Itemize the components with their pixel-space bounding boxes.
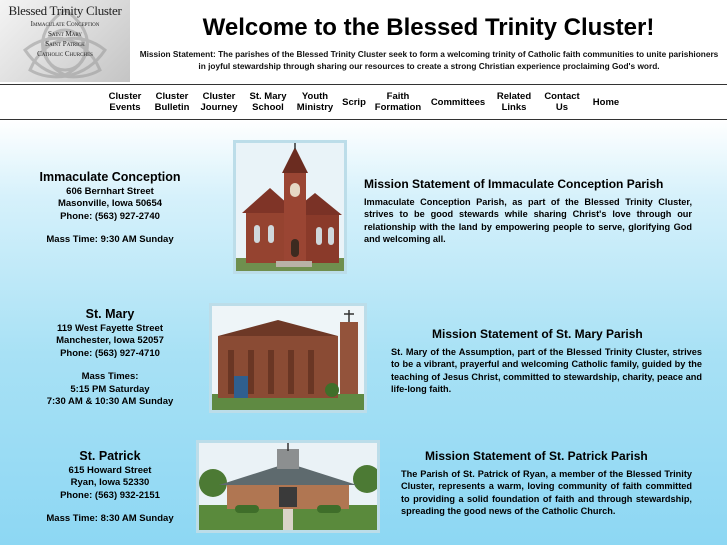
parish-city: Masonville, Iowa 50654: [57, 198, 163, 210]
parish-info-immaculate-conception: [22, 170, 198, 247]
nav-home[interactable]: Home: [592, 96, 620, 108]
mass-time-saturday: 5:15 PM Saturday: [70, 383, 150, 395]
parish-phone: Phone: (563) 927-4710: [60, 347, 160, 359]
nav-related-links[interactable]: Related Links: [496, 91, 532, 113]
logo-line-mary: Saint Mary: [47, 30, 83, 38]
church-photo-immaculate-conception: [233, 140, 347, 274]
nav-youth-ministry[interactable]: Youth Ministry: [296, 91, 334, 113]
mission-title-immaculate-conception: Mission Statement of Immaculate Conception Parish: [364, 177, 664, 191]
mass-time-sunday: 7:30 AM & 10:30 AM Sunday: [46, 396, 174, 408]
parish-city: Ryan, Iowa 52330: [70, 477, 150, 489]
cluster-mission-statement: Mission Statement: The parishes of the Blessed Trinity Cluster seek to form a welcoming trinity of Catholic faith communities to unite parishioners in joyful stewardship through sharing our resources to create a strong Christian experience proclaiming God's word.: [139, 49, 719, 71]
parish-address: 606 Bernhart Street: [66, 186, 154, 197]
mass-time: Mass Time: 8:30 AM Sunday: [46, 513, 174, 525]
logo-title: Blessed Trinity Cluster: [8, 3, 122, 18]
page-title: Welcome to the Blessed Trinity Cluster!: [202, 14, 655, 41]
church-photo-st-patrick: [196, 440, 380, 533]
church-photo-st-mary: [209, 303, 367, 413]
mass-times-label: Mass Times:: [81, 371, 139, 383]
parish-phone: Phone: (563) 927-2740: [60, 210, 160, 222]
site-logo[interactable]: [0, 0, 130, 82]
parish-name: Immaculate Conception: [39, 170, 181, 184]
mission-text-st-mary: St. Mary of the Assumption, part of the Blessed Trinity Cluster, strives to be a vibrant, prayerful and welcoming Catholic family, guided by the teaching of Jesus Christ, committed to stewardship, charity, peace and life-long faith.: [391, 347, 702, 395]
mission-text-immaculate-conception: Immaculate Conception Parish, as part of the Blessed Trinity Cluster, strives to be good stewards while sharing Christ's love through our relationship with the land by empowering people to serve, glorifying God and welcoming all.: [364, 197, 692, 245]
mission-title-st-mary: Mission Statement of St. Mary Parish: [432, 327, 643, 341]
main-nav: [0, 84, 727, 120]
parish-address: 615 Howard Street: [68, 465, 152, 476]
nav-scrip[interactable]: Scrip: [342, 96, 366, 108]
nav-cluster-journey[interactable]: Cluster Journey: [200, 91, 238, 113]
parish-info-st-patrick: [22, 449, 198, 526]
nav-cluster-events[interactable]: Cluster Events: [108, 91, 142, 113]
mission-title-st-patrick: Mission Statement of St. Patrick Parish: [425, 449, 648, 463]
logo-line-immaculate: Immaculate Conception: [30, 20, 100, 28]
logo-line-patrick: Saint Patrick: [45, 40, 85, 48]
parish-info-st-mary: [22, 307, 198, 408]
logo-line-churches: Catholic Churches: [37, 50, 93, 58]
parish-phone: Phone: (563) 932-2151: [60, 489, 160, 501]
parish-name: St. Patrick: [79, 449, 141, 463]
nav-committees[interactable]: Committees: [430, 96, 486, 108]
parish-address: 119 West Fayette Street: [57, 323, 163, 334]
nav-cluster-bulletin[interactable]: Cluster Bulletin: [154, 91, 190, 113]
mission-text-st-patrick: The Parish of St. Patrick of Ryan, a member of the Blessed Trinity Cluster, represents a warm, loving community of faith committed to providing a solid foundation of faith and through stewardship, spreading the good news of the Catholic Church.: [401, 469, 692, 517]
parish-city: Manchester, Iowa 52057: [56, 335, 164, 347]
nav-st-mary-school[interactable]: St. Mary School: [249, 91, 287, 113]
nav-contact-us[interactable]: Contact Us: [544, 91, 580, 113]
parish-name: St. Mary: [85, 307, 135, 321]
nav-faith-formation[interactable]: Faith Formation: [374, 91, 422, 113]
mass-time: Mass Time: 9:30 AM Sunday: [46, 234, 174, 246]
